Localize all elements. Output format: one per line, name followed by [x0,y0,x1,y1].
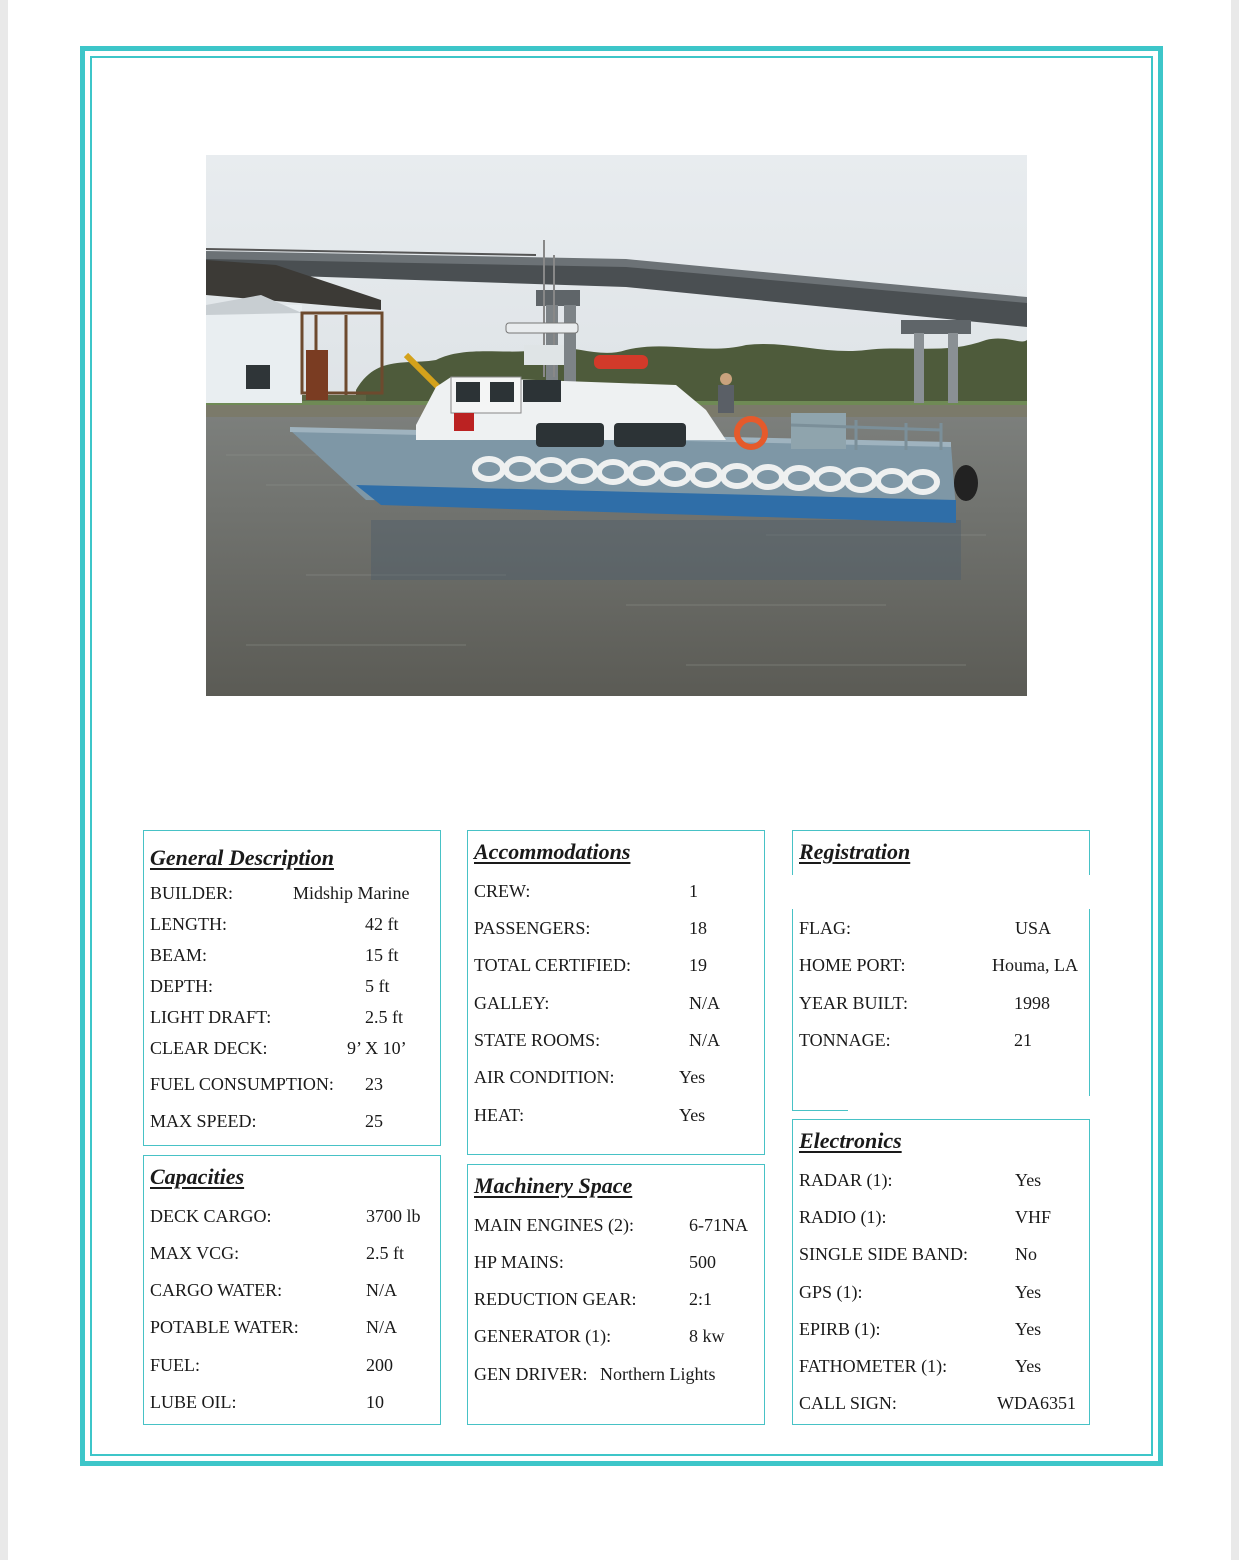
spec-value: Yes [679,1105,706,1125]
machinery-space-panel [467,1164,765,1425]
spec-value: 15 ft [365,945,399,965]
spec-value: 1 [689,881,698,901]
spec-label: FATHOMETER (1): [799,1356,948,1376]
spec-value: Yes [1015,1319,1042,1339]
spec-label: PASSENGERS: [474,918,591,938]
spec-row-fuel-consumption [144,1074,440,1098]
spec-value: 200 [366,1355,393,1375]
spec-value: 3700 lb [366,1206,421,1226]
spec-label: HOME PORT: [799,955,906,975]
spec-row-depth [144,976,440,1000]
spec-label: CLEAR DECK: [150,1038,268,1058]
spec-row-beam [144,945,440,969]
spec-label: DECK CARGO: [150,1206,272,1226]
spec-value: 2.5 ft [365,1007,403,1027]
spec-value: Northern Lights [600,1364,716,1384]
spec-row-flag [793,918,1089,942]
spec-label: GENERATOR (1): [474,1326,612,1346]
spec-value: Yes [1015,1282,1042,1302]
capacities-panel [143,1155,441,1425]
boat-photo-illustration [206,155,1027,696]
spec-value: 10 [366,1392,384,1412]
spec-value: No [1015,1244,1037,1264]
spec-row-epirb [793,1319,1089,1343]
spec-value: 23 [365,1074,383,1094]
spec-label: SINGLE SIDE BAND: [799,1244,968,1264]
spec-label: FUEL: [150,1355,201,1375]
spec-label: RADIO (1): [799,1207,887,1227]
spec-label: MAX SPEED: [150,1111,257,1131]
spec-value: N/A [366,1317,397,1337]
spec-label: GEN DRIVER: [474,1364,588,1384]
spec-value: 18 [689,918,707,938]
spec-value: N/A [366,1280,397,1300]
spec-label: STATE ROOMS: [474,1030,601,1050]
spec-row-air-condition [468,1067,764,1091]
general-description-panel [143,830,441,1146]
spec-row-heat [468,1105,764,1129]
spec-row-fuel [144,1355,440,1379]
spec-label: REDUCTION GEAR: [474,1289,637,1309]
spec-row-max-vcg [144,1243,440,1267]
spec-row-radar [793,1170,1089,1194]
spec-label: CARGO WATER: [150,1280,283,1300]
spec-row-hp-mains [468,1252,764,1276]
spec-row-galley [468,993,764,1017]
electronics-title: Electronics [799,1128,902,1153]
spec-label: BEAM: [150,945,208,965]
spec-row-crew [468,881,764,905]
spec-row-main-engines [468,1215,764,1239]
spec-label: MAX VCG: [150,1243,240,1263]
spec-row-builder [144,883,440,907]
spec-value: Yes [1015,1356,1042,1376]
spec-value: 42 ft [365,914,399,934]
capacities-title: Capacities [150,1164,245,1189]
spec-value: 21 [1014,1030,1032,1050]
machinery-space-title: Machinery Space [474,1173,633,1198]
spec-label: HP MAINS: [474,1252,564,1272]
spec-row-deck-cargo [144,1206,440,1230]
spec-value: N/A [689,993,720,1013]
spec-row-clear-deck [144,1038,440,1062]
spec-row-reduction-gear [468,1289,764,1313]
spec-label: LIGHT DRAFT: [150,1007,272,1027]
spec-row-year-built [793,993,1089,1017]
spec-label: TONNAGE: [799,1030,891,1050]
spec-value: VHF [1015,1207,1052,1227]
redaction-mask [848,1096,1094,1114]
spec-value: 8 kw [689,1326,725,1346]
spec-label: FLAG: [799,918,852,938]
registration-panel [792,830,1090,1111]
spec-label: FUEL CONSUMPTION: [150,1074,334,1094]
spec-label: CALL SIGN: [799,1393,897,1413]
spec-row-max-speed [144,1111,440,1135]
spec-row-fathometer [793,1356,1089,1380]
spec-label: GALLEY: [474,993,550,1013]
spec-row-cargo-water [144,1280,440,1304]
spec-label: EPIRB (1): [799,1319,881,1339]
spec-label: YEAR BUILT: [799,993,908,1013]
spec-label: LUBE OIL: [150,1392,237,1412]
spec-row-length [144,914,440,938]
spec-value: 1998 [1014,993,1050,1013]
spec-value: 2.5 ft [366,1243,404,1263]
spec-row-gen-driver [468,1364,764,1388]
spec-row-home-port [793,955,1089,979]
spec-label: AIR CONDITION: [474,1067,615,1087]
spec-label: RADAR (1): [799,1170,893,1190]
spec-value: 5 ft [365,976,390,996]
spec-label: POTABLE WATER: [150,1317,299,1337]
spec-value: WDA6351 [997,1393,1076,1413]
spec-value: 500 [689,1252,716,1272]
electronics-panel [792,1119,1090,1425]
spec-row-total-certified [468,955,764,979]
spec-label: MAIN ENGINES (2): [474,1215,634,1235]
spec-row-gps [793,1282,1089,1306]
registration-title: Registration [799,839,911,864]
spec-row-passengers [468,918,764,942]
spec-row-state-rooms [468,1030,764,1054]
spec-value: Yes [679,1067,706,1087]
spec-value: Midship Marine [293,883,410,903]
spec-label: GPS (1): [799,1282,863,1302]
spec-row-light-draft [144,1007,440,1031]
spec-value: N/A [689,1030,720,1050]
spec-row-potable-water [144,1317,440,1341]
redaction-mask [790,875,1092,909]
spec-value: 6-71NA [689,1215,748,1235]
spec-row-lube-oil [144,1392,440,1416]
spec-value: 19 [689,955,707,975]
spec-label: TOTAL CERTIFIED: [474,955,631,975]
spec-label: DEPTH: [150,976,213,996]
spec-row-radio [793,1207,1089,1231]
spec-row-single-side-band [793,1244,1089,1268]
spec-value: 2:1 [689,1289,713,1309]
spec-row-call-sign [793,1393,1089,1417]
spec-label: CREW: [474,881,531,901]
spec-row-tonnage [793,1030,1089,1054]
spec-value: Houma, LA [992,955,1078,975]
general-description-title: General Description [150,845,334,870]
spec-label: HEAT: [474,1105,525,1125]
spec-value: USA [1015,918,1052,938]
spec-value: 25 [365,1111,383,1131]
accommodations-panel [467,830,765,1155]
spec-value: 9’ X 10’ [347,1038,407,1058]
boat-photo [206,155,1027,696]
spec-label: LENGTH: [150,914,227,934]
spec-row-generator [468,1326,764,1350]
spec-label: BUILDER: [150,883,233,903]
accommodations-title: Accommodations [474,839,631,864]
spec-value: Yes [1015,1170,1042,1190]
